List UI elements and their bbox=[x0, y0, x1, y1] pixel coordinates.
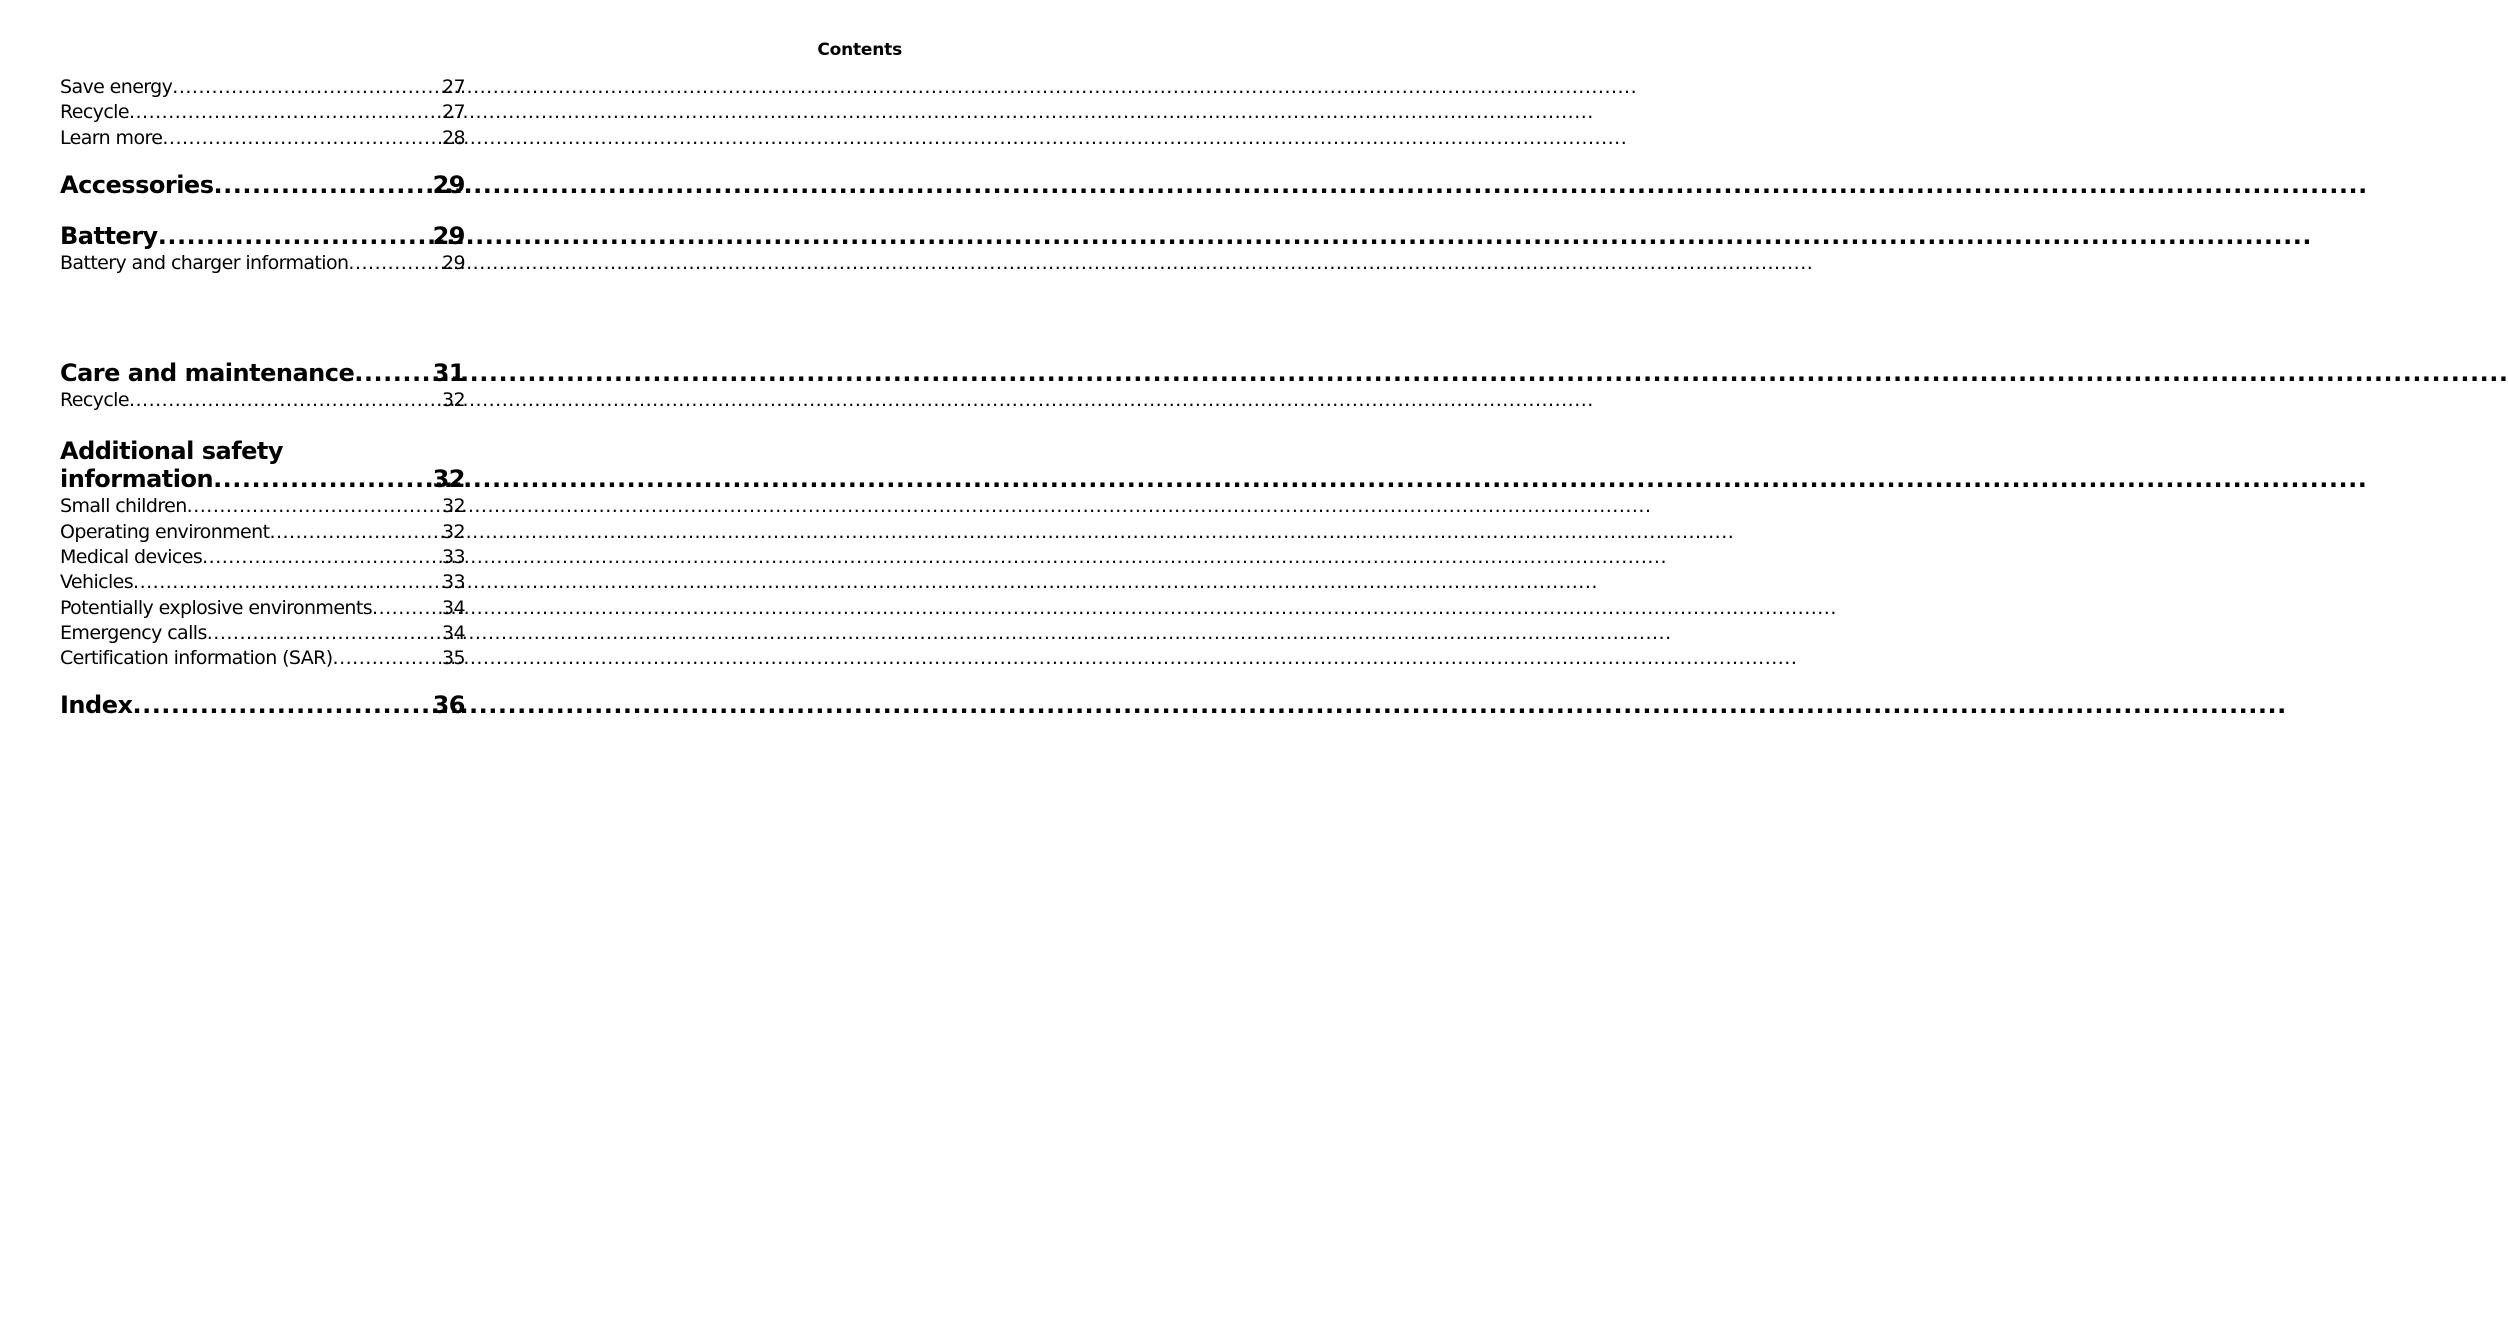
toc-entry-page: 33 bbox=[442, 571, 465, 594]
toc-entry-certification[interactable] bbox=[60, 646, 465, 671]
toc-entry-page: 33 bbox=[442, 546, 465, 569]
dot-leader bbox=[333, 646, 442, 671]
toc-entry-emergency-calls[interactable] bbox=[60, 621, 465, 646]
toc-entry-recycle-2[interactable] bbox=[60, 388, 465, 413]
toc-entry-operating-environment[interactable] bbox=[60, 520, 465, 545]
toc-chapter-title: Index bbox=[60, 690, 133, 719]
toc-entry-title: Battery and charger information bbox=[60, 251, 349, 274]
toc-entry-page: 34 bbox=[442, 596, 465, 619]
dot-leader bbox=[213, 465, 433, 494]
toc-entry-title: Potentially explosive environments bbox=[60, 596, 373, 619]
dot-leader bbox=[133, 570, 442, 595]
toc-chapter-additional-line1[interactable]: Additional safety bbox=[60, 437, 284, 466]
toc-entry-title: Certification information (SAR) bbox=[60, 647, 333, 670]
toc-entry-page: 27 bbox=[442, 76, 465, 98]
dot-leader bbox=[172, 75, 442, 100]
toc-entry-page: 35 bbox=[442, 647, 465, 670]
toc-entry-page: 28 bbox=[442, 126, 465, 149]
toc-entry-recycle[interactable] bbox=[60, 100, 465, 125]
dot-leader bbox=[207, 621, 442, 646]
dot-leader bbox=[129, 388, 442, 413]
running-header-title: Contents bbox=[817, 40, 902, 60]
toc-chapter-index[interactable] bbox=[60, 691, 465, 720]
toc-entry-title: Small children bbox=[60, 495, 187, 518]
toc-chapter-additional-safety[interactable] bbox=[60, 465, 465, 494]
toc-chapter-page: 31 bbox=[432, 359, 465, 388]
toc-entry-page: 29 bbox=[442, 251, 465, 274]
dot-leader bbox=[214, 171, 433, 200]
toc-entry-small-children[interactable] bbox=[60, 494, 465, 519]
dot-leader bbox=[158, 222, 433, 251]
toc-chapter-accessories[interactable] bbox=[60, 171, 465, 200]
toc-entry-title: Medical devices bbox=[60, 546, 203, 569]
dot-leader bbox=[187, 494, 442, 519]
toc-chapter-title: Care and maintenance bbox=[60, 359, 355, 388]
toc-chapter-page: 29 bbox=[432, 221, 465, 250]
table-of-contents bbox=[60, 75, 465, 720]
toc-entry-title: Recycle bbox=[60, 101, 129, 124]
toc-entry-title: Save energy bbox=[60, 76, 173, 98]
toc-entry-page: 34 bbox=[442, 621, 465, 644]
toc-entry-page: 32 bbox=[442, 495, 465, 518]
toc-entry-page: 32 bbox=[442, 389, 465, 412]
toc-entry-explosive-environments[interactable] bbox=[60, 596, 465, 621]
toc-entry-vehicles[interactable] bbox=[60, 570, 465, 595]
dot-leader bbox=[129, 100, 442, 125]
toc-chapter-page: 36 bbox=[432, 690, 465, 719]
toc-chapter-title: Battery bbox=[60, 221, 158, 250]
dot-leader bbox=[202, 545, 442, 570]
dot-leader bbox=[354, 359, 432, 388]
dot-leader bbox=[132, 691, 432, 720]
toc-entry-title: Recycle bbox=[60, 389, 129, 412]
toc-entry-page: 27 bbox=[442, 101, 465, 124]
toc-entry-learn-more[interactable] bbox=[60, 126, 465, 151]
toc-chapter-care[interactable] bbox=[60, 359, 465, 388]
dot-leader bbox=[372, 596, 442, 621]
toc-chapter-title: information bbox=[60, 465, 214, 494]
dot-leader bbox=[269, 520, 442, 545]
toc-chapter-page: 32 bbox=[432, 465, 465, 494]
toc-entry-title: Learn more bbox=[60, 126, 163, 149]
toc-chapter-page: 29 bbox=[432, 170, 465, 199]
toc-entry-page: 32 bbox=[442, 520, 465, 543]
toc-chapter-battery[interactable] bbox=[60, 222, 465, 251]
toc-entry-battery-charger[interactable] bbox=[60, 251, 465, 276]
dot-leader bbox=[162, 126, 442, 151]
toc-entry-title: Operating environment bbox=[60, 520, 270, 543]
toc-chapter-title: Accessories bbox=[60, 170, 214, 199]
toc-entry-title: Vehicles bbox=[60, 571, 134, 594]
toc-entry-save-energy[interactable] bbox=[60, 75, 465, 100]
dot-leader bbox=[348, 251, 442, 276]
toc-entry-medical-devices[interactable] bbox=[60, 545, 465, 570]
toc-entry-title: Emergency calls bbox=[60, 621, 207, 644]
